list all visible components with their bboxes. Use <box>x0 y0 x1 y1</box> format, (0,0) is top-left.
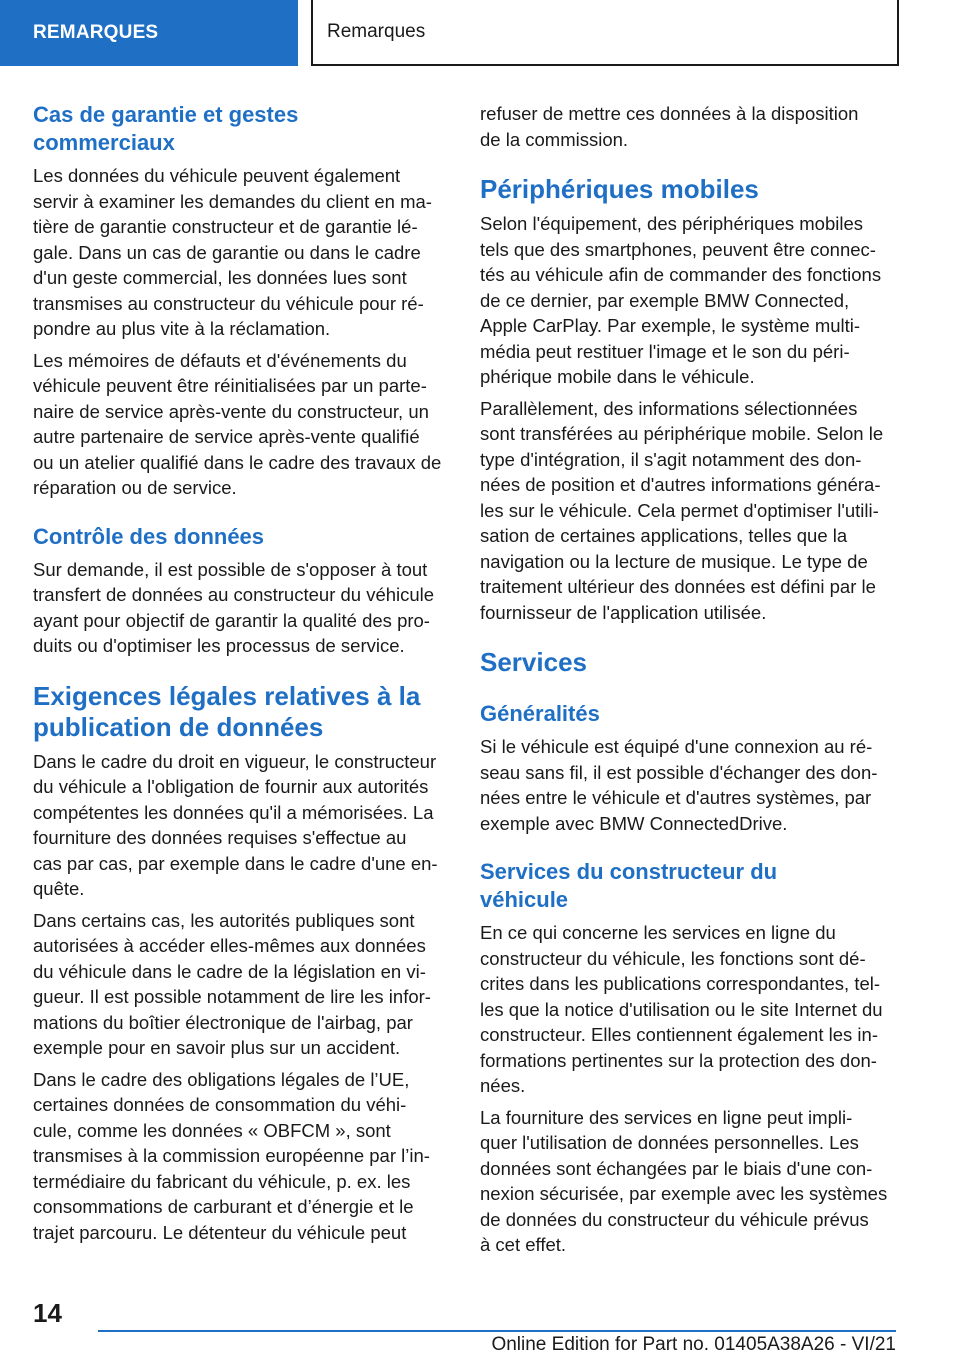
right-paragraph: En ce qui concerne les services en ligne du constructeur du véhicule, les fonctions sont dé‐ crites dans les publications correspondantes, tel‐ les que la notice d'utilisation ou le site Internet du constructeur. Elles contiennent également les in‐ formations pertinentes sur la protection des don‐ nées. <box>480 922 883 1096</box>
right-column <box>480 101 896 1264</box>
right-paragraph: La fourniture des services en ligne peut impli‐ quer l'utilisation de données personnelles. Les données sont échangées par le biais d'une con‐ nexion sécurisée, par exemple avec les systèmes de données du constructeur du véhicule prévus à cet effet. <box>480 1106 888 1255</box>
left-paragraph: Dans le cadre du droit en vigueur, le constructeur du véhicule a l'obligation de fournir aux autorités compétentes les données qu'il a mémorisées. La fourniture des données requises s'effectue au cas par cas, par exemple dans le cadre d'une en‐ quête. <box>33 750 438 899</box>
right-paragraph: Selon l'équipement, des périphériques mobiles tels que des smartphones, peuvent être connec‐ tés au véhicule afin de commander des fonctions de ce dernier, par exemple BMW Connected, Apple CarPlay. Par exemple, le système multi‐ média peut restituer l'image et le son du péri‐ phérique mobile dans le véhicule. <box>480 213 882 387</box>
right-paragraph: Parallèlement, des informations sélectionnées sont transférées au périphérique mobile. Selon le type d'intégration, il s'agit notamment des don‐ nées de position et d'autres informations généra‐ les sur le véhicule. Cela permet d'optimiser l'utili‐ sation de certaines applications, telles que la navigation ou la lecture de musique. Le type de traitement ultérieur des données est défini par le fournisseur de l'application utilisée. <box>480 397 884 623</box>
page-number: 14 <box>33 1298 62 1328</box>
right-heading: Généralités <box>480 701 600 726</box>
left-heading: Exigences légales relatives à la publication de données <box>33 680 421 742</box>
right-heading: Services <box>480 647 587 677</box>
left-column <box>33 101 449 1251</box>
section-title: Remarques <box>327 21 426 42</box>
left-heading: Cas de garantie et gestes commerciaux <box>33 102 299 155</box>
left-paragraph: Dans le cadre des obligations légales de l’UE, certaines données de consommation du véhi‐ cule, comme les données « OBFCM », sont transmises à la commission européenne par l’in‐ termédiaire du fabricant du véhicule, p. ex. les consommations de carburant et d’énergie et le trajet parcouru. Le détenteur du véhicule peut <box>33 1068 430 1243</box>
right-heading: Périphériques mobiles <box>480 174 759 204</box>
section-tab: REMARQUES <box>0 0 298 66</box>
footer-edition: Online Edition for Part no. 01405A38A26 - VI/21 <box>491 1334 896 1355</box>
left-paragraph: Dans certains cas, les autorités publiques sont autorisées à accéder elles-mêmes aux données du véhicule dans le cadre de la législation en vi‐ gueur. Il est possible notamment de lire les infor‐ mations du boîtier électronique de l'airbag, par exemple pour en savoir plus sur un accident. <box>33 909 431 1058</box>
left-paragraph: Sur demande, il est possible de s'opposer à tout transfert de données au constructeur du véhicule ayant pour objectif de garantir la qualité des pro‐ duits ou d'optimiser les processus de service. <box>33 558 435 656</box>
right-heading: Services du constructeur du véhicule <box>480 859 778 912</box>
left-heading: Contrôle des données <box>33 523 265 549</box>
right-paragraph: Si le véhicule est équipé d'une connexion au ré‐ seau sans fil, il est possible d'échanger des don‐ nées entre le véhicule et d'autres systèmes, par exemple avec BMW ConnectedDrive. <box>480 736 878 834</box>
left-paragraph: Les mémoires de défauts et d'événements du véhicule peuvent être réinitialisées par un parte‐ naire de service après-vente du constructeur, un autre partenaire de service après-vente qualifié ou un atelier qualifié dans le cadre des travaux de réparation ou de service. <box>33 349 442 498</box>
left-paragraph: Les données du véhicule peuvent également servir à examiner les demandes du client en ma‐ tière de garantie constructeur et de garantie lé‐ gale. Dans un cas de garantie ou dans le cadre d'un geste commercial, les données lues sont transmises au constructeur du véhicule pour ré‐ pondre au plus vite à la réclamation. <box>33 165 432 339</box>
right-paragraph: refuser de mettre ces données à la disposition de la commission. <box>480 103 859 150</box>
header-frame <box>311 0 899 66</box>
footer-rule <box>98 1330 896 1332</box>
